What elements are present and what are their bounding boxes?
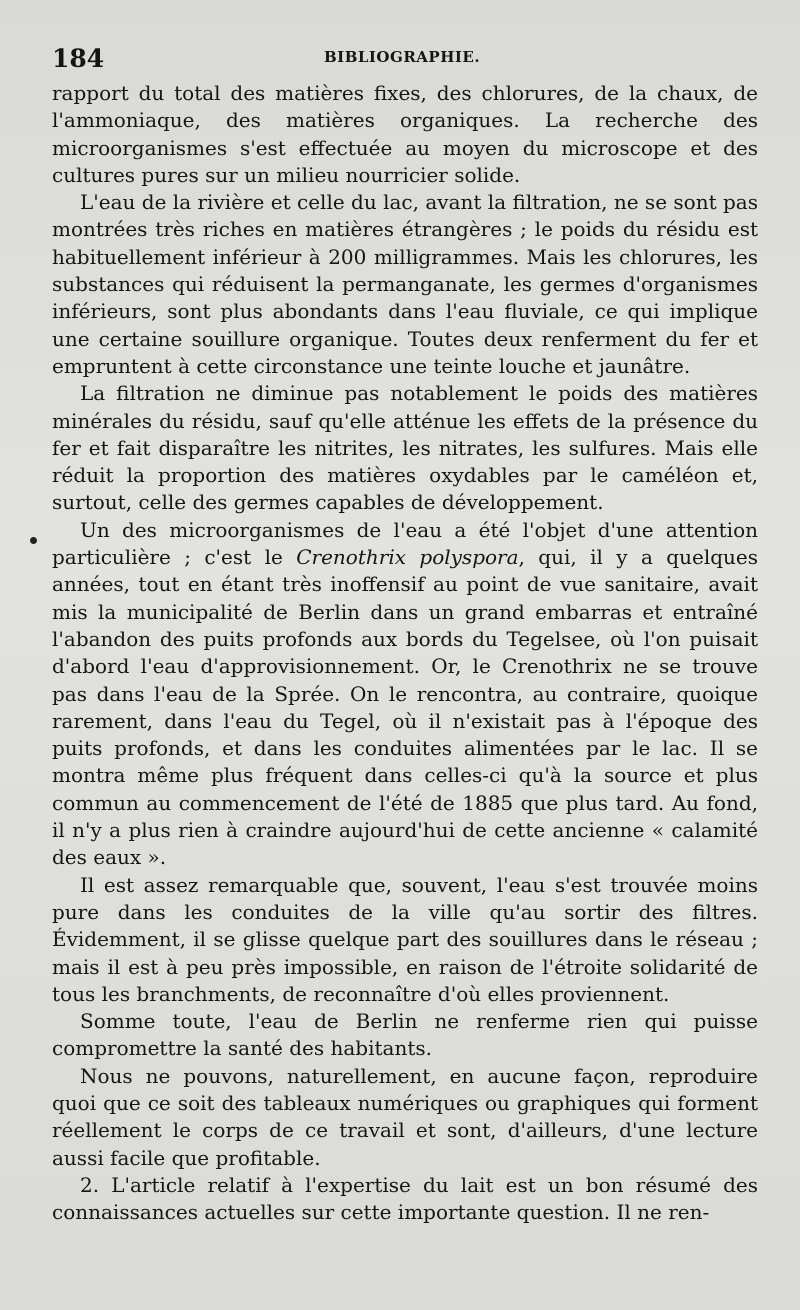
paragraph-filtration: La filtration ne diminue pas notablement le poids des matières minérales du résidu, sauf qu'elle atténue les effets de la présence du fer et fait disparaître les nitrites, les nitrates, les sulfures. Mais elle réduit la proportion des matières oxydables par le caméléon et, surtout, celle des germes capables de développement. [52,381,758,515]
page-number: 184 [52,44,105,73]
paragraph-continuation: rapport du total des matières fixes, des chlorures, de la chaux, de l'ammoniaque, des matières organiques. La recherche des microorganismes s'est effectuée au moyen du microscope et des cultures pures sur un milieu nourricier solide. [52,81,758,187]
crenothrix-text-before: Un des microorganismes de l'eau a été l'objet d'une attention particulière ; c'est le [52,517,758,570]
body-text [52,80,758,1226]
crenothrix-species-name: Crenothrix polyspora [296,545,519,570]
paragraph-city-pipes: Il est assez remarquable que, souvent, l'eau s'est trouvée moins pure dans les conduites de la ville qu'au sortir des filtres. Évidemment, il se glisse quelque part des souillures dans le réseau ; mais il est à peu près impossible, en raison de l'étroite solidarité de tous les branchments, de reconnaître d'où elles proviennent. [52,872,758,1006]
running-title: BIBLIOGRAPHIE. [324,48,481,66]
paragraph-river-lake-water: L'eau de la rivière et celle du lac, avant la filtration, ne se sont pas montrées très riches en matières étrangères ; le poids du résidu est habituellement inférieur à 200 milligrammes. Mais les chlorures, les substances qui réduisent la permanganate, les germes d'organismes inférieurs, sont plus abondants dans l'eau fluviale, ce qui implique une certaine souillure organique. Toutes deux renferment du fer et empruntent à cette circonstance une teinte louche et jaunâtre. [52,190,758,378]
paragraph-tables-note: Nous ne pouvons, naturellement, en aucune façon, reproduire quoi que ce soit des tableaux numériques ou graphiques qui forment réellement le corps de ce travail et sont, d'ailleurs, d'une lecture aussi facile que profitable. [52,1063,758,1170]
paragraph-summary: Somme toute, l'eau de Berlin ne renferme rien qui puisse compromettre la santé des habitants. [52,1009,758,1061]
page-header [52,44,752,74]
paragraph-crenothrix [52,517,758,872]
crenothrix-text-after: , qui, il y a quelques années, tout en étant très inoffensif au point de vue sanitaire, avait mis la municipalité de Berlin dans un grand embarras et entraîné l'abandon des puits profonds aux bords du Tegelsee, où l'on puisait d'abord l'eau d'approvisionnement. Or, le Crenothrix ne se trouve pas dans l'eau de la Sprée. On le rencontra, au contraire, quoique rarement, dans l'eau du Tegel, où il n'existait pas à l'époque des puits profonds, et dans les conduites alimentées par le lac. Il se montra même plus fréquent dans celles-ci qu'à la source et plus commun au commencement de l'été de 1885 que plus tard. Au fond, il n'y a plus rien à craindre aujourd'hui de cette ancienne « calamité des eaux ». [52,545,759,870]
margin-dot-mark [30,537,37,544]
paragraph-milk-expertise: 2. L'article relatif à l'expertise du lait est un bon résumé des connaissances actuelles sur cette importante question. Il ne ren- [52,1172,758,1225]
